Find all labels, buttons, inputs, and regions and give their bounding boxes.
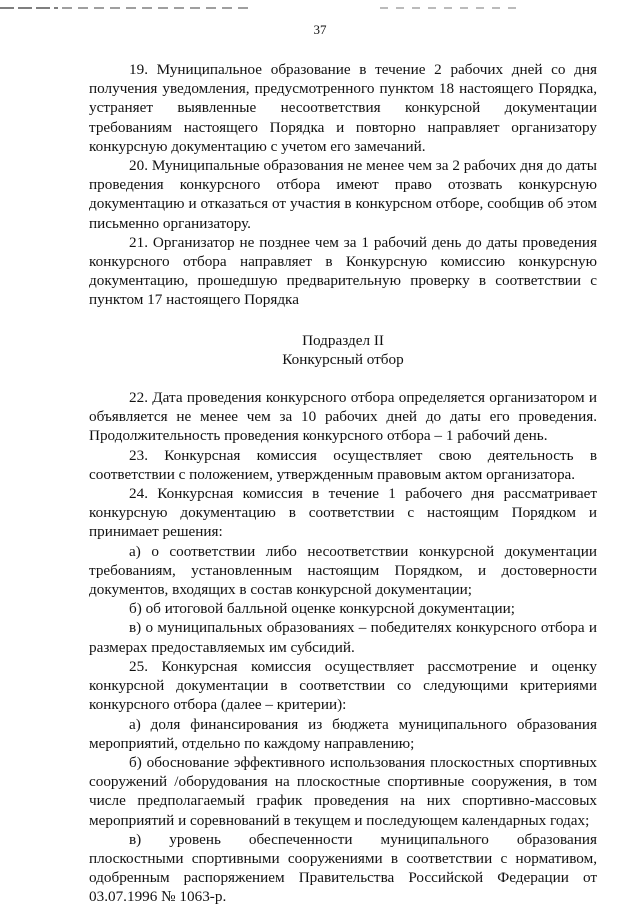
paragraph-25-a: а) доля финансирования из бюджета муниципального образования мероприятий, отдельно по каждому направлению; [89,715,597,752]
paragraph-20: 20. Муниципальные образования не менее чем за 2 рабочих дня до даты проведения конкурсного отбора имеют право отозвать конкурсную документацию и отказаться от участия в конкурсном отборе, сообщив об этом письменно организатору. [89,157,597,232]
paragraph-25: 25. Конкурсная комиссия осуществляет рассмотрение и оценку конкурсной документации в соответствии со следующими критериями конкурсного отбора (далее – критерии): [89,657,597,714]
scan-top-border-marks [0,7,640,13]
paragraph-23: 23. Конкурсная комиссия осуществляет свою деятельность в соответствии с положением, утвержденным правовым актом организатора. [89,446,597,483]
scan-top-border [0,0,640,6]
paragraph-19: 19. Муниципальное образование в течение 2 рабочих дней со дня получения уведомления, предусмотренного пунктом 18 настоящего Порядка, устраняет выявленные несоответствия конкурсной документации требованиям настоящего Порядка и повторно направляет организатору конкурсную документацию с учетом его замечаний. [89,61,597,155]
paragraph-24-b: б) об итоговой балльной оценке конкурсной документации; [129,600,515,618]
paragraph-22: 22. Дата проведения конкурсного отбора определяется организатором и объявляется не менее чем за 10 рабочих дней до даты его проведения. Продолжительность проведения конкурсного отбора – 1 рабочий день. [89,389,597,445]
paragraph-21: 21. Организатор не позднее чем за 1 рабочий день до даты проведения конкурсного отбора направляет в Конкурсную комиссию конкурсную документацию, прошедшую предварительную проверку в соответствии с пунктом 17 настоящего Порядка [89,233,597,309]
paragraph-25-c: в) уровень обеспеченности муниципального образования плоскостными спортивными сооружениями в соответствии с нормативом, одобренным распоряжением Правительства Российской Федерации от 03.07.1996 № 1063-р. [89,830,597,906]
paragraph-24-c: в) о муниципальных образованиях – победителях конкурсного отбора и размерах предоставляемых им субсидий. [89,619,597,656]
paragraph-24: 24. Конкурсная комиссия в течение 1 рабочего дня рассматривает конкурсную документацию в соответствии с настоящим Порядком и принимает решения: [89,485,597,541]
paragraph-24-a: а) о соответствии либо несоответствии конкурсной документации требованиям, установленным настоящим Порядком, и достоверности документов, входящих в состав конкурсной документации; [89,542,597,599]
document-body [89,60,597,907]
paragraph-25-b: б) обоснование эффективного использования плоскостных спортивных сооружений /оборудования на плоскостные спортивные сооружения, в том числе предполагаемый график проведения на них спортивно-массовых мероприятий и соревнований в текущем и последующем календарных годах; [89,753,597,829]
page-number: 37 [313,22,327,37]
subsection-label: Подраздел II [302,331,384,349]
subsection-title: Конкурсный отбор [282,350,404,368]
